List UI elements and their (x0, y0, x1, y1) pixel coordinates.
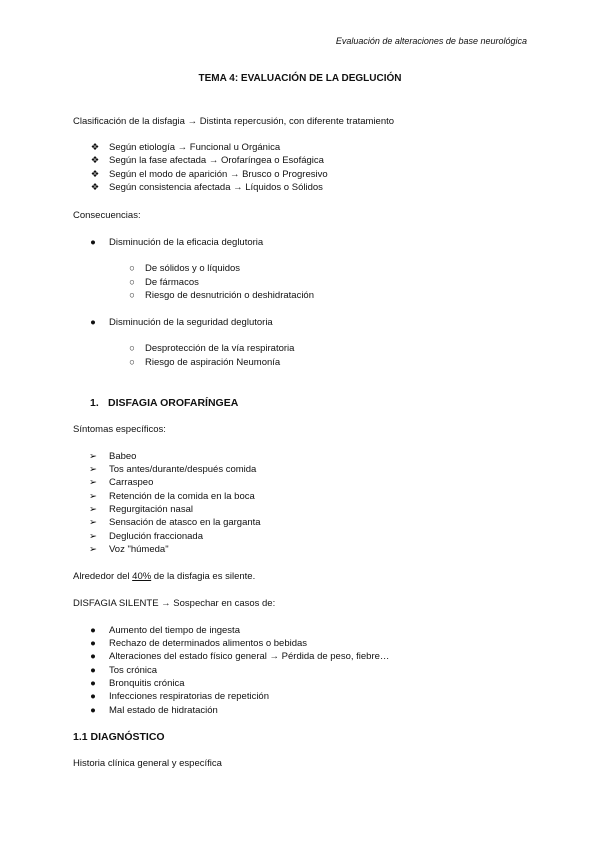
list-item: Carraspeo (109, 477, 154, 488)
silent-prefix: Alrededor del (73, 571, 133, 582)
arrow-bullet-icon: ➢ (89, 544, 97, 555)
bullet-icon: ● (90, 638, 96, 649)
silent-percentage-text (73, 571, 255, 582)
arrow-bullet-icon: ➢ (89, 504, 97, 515)
bullet-icon: ● (90, 237, 96, 248)
circle-bullet-icon: ○ (129, 343, 135, 354)
consequences-label: Consecuencias: (73, 210, 141, 221)
circle-bullet-icon: ○ (129, 277, 135, 288)
list-item: Según la fase afectada → Orofaríngea o Esofágica (109, 155, 324, 166)
list-item: Tos antes/durante/después comida (109, 464, 257, 475)
bullet-icon: ● (90, 625, 96, 636)
list-item: Mal estado de hidratación (109, 705, 218, 716)
bullet-icon: ● (90, 678, 96, 689)
list-item: Infecciones respiratorias de repetición (109, 691, 270, 702)
list-item: Aumento del tiempo de ingesta (109, 625, 240, 636)
section-heading-1 (90, 397, 238, 409)
list-item: Retención de la comida en la boca (109, 491, 255, 502)
bullet-icon: ● (90, 665, 96, 676)
list-item: Rechazo de determinados alimentos o bebidas (109, 638, 308, 649)
section-number: 1. (90, 397, 99, 409)
list-item: Bronquitis crónica (109, 678, 185, 689)
list-item: Alteraciones del estado físico general → Pérdida de peso, fiebre… (109, 651, 390, 662)
diamond-bullet-icon: ❖ (90, 169, 100, 180)
diamond-bullet-icon: ❖ (90, 155, 100, 166)
list-item: Deglución fraccionada (109, 531, 204, 542)
bullet-icon: ● (90, 705, 96, 716)
diagnosis-text: Historia clínica general y específica (73, 758, 222, 769)
silent-percent: 40% (132, 571, 152, 582)
silent-suffix: de la disfagia es silente. (151, 571, 256, 582)
circle-bullet-icon: ○ (129, 290, 135, 301)
list-item: De fármacos (145, 277, 199, 288)
silent-dysphagia-label: DISFAGIA SILENTE → Sospechar en casos de: (73, 598, 276, 609)
list-item: Según el modo de aparición → Brusco o Progresivo (109, 169, 328, 180)
diamond-bullet-icon: ❖ (90, 182, 100, 193)
arrow-bullet-icon: ➢ (89, 477, 97, 488)
bullet-icon: ● (90, 691, 96, 702)
list-item: Voz "húmeda" (109, 544, 169, 555)
section-heading-1-1: 1.1 DIAGNÓSTICO (73, 731, 165, 743)
list-item: Disminución de la seguridad deglutoria (109, 317, 273, 328)
list-item: Según etiología → Funcional u Orgánica (109, 142, 281, 153)
symptoms-label: Síntomas específicos: (73, 424, 166, 435)
list-item: Babeo (109, 451, 137, 462)
classification-intro: Clasificación de la disfagia → Distinta repercusión, con diferente tratamiento (73, 116, 395, 127)
list-item: De sólidos y o líquidos (145, 263, 241, 274)
bullet-icon: ● (90, 317, 96, 328)
list-item: Riesgo de aspiración Neumonía (145, 357, 281, 368)
page-title: TEMA 4: EVALUACIÓN DE LA DEGLUCIÓN (198, 73, 402, 84)
list-item: Riesgo de desnutrición o deshidratación (145, 290, 314, 301)
list-item: Regurgitación nasal (109, 504, 193, 515)
list-item: Según consistencia afectada → Líquidos o Sólidos (109, 182, 323, 193)
arrow-bullet-icon: ➢ (89, 531, 97, 542)
bullet-icon: ● (90, 651, 96, 662)
list-item: Desprotección de la vía respiratoria (145, 343, 295, 354)
section-title: DISFAGIA OROFARÍNGEA (108, 397, 239, 409)
circle-bullet-icon: ○ (129, 263, 135, 274)
arrow-bullet-icon: ➢ (89, 464, 97, 475)
list-item: Tos crónica (109, 665, 158, 676)
diamond-bullet-icon: ❖ (90, 142, 100, 153)
arrow-bullet-icon: ➢ (89, 451, 97, 462)
list-item: Disminución de la eficacia deglutoria (109, 237, 264, 248)
arrow-bullet-icon: ➢ (89, 491, 97, 502)
page-header: Evaluación de alteraciones de base neurológica (335, 36, 527, 46)
list-item: Sensación de atasco en la garganta (109, 517, 261, 528)
circle-bullet-icon: ○ (129, 357, 135, 368)
arrow-bullet-icon: ➢ (89, 517, 97, 528)
